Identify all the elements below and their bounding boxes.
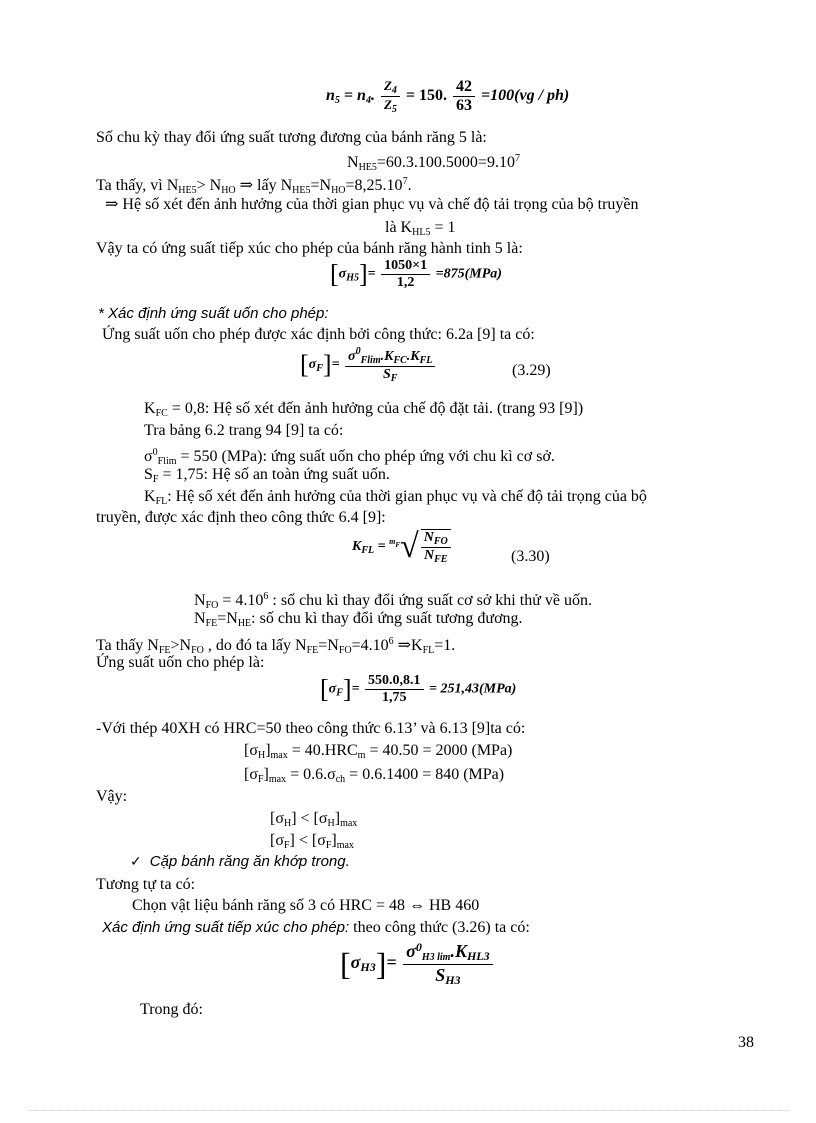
fraction-z: $\frac{Z_4}{Z_5}$ [381,78,400,115]
fraction-kfl: $\frac{N_{FO}}{N_{FE}}$ [421,529,451,565]
fraction-42-63: $\frac{42}{63}$ [453,78,475,115]
text-line-2: $N_{HE5}=60.3.100.5000=9.10^7$ [347,153,520,173]
text-line-8: Ứng suất uốn cho phép được xác định bởi công thức: 6.2a [9] ta có: [102,326,535,343]
text-line-11: $\sigma^0_{Flim} = 550$ (MPa): ứng suất uốn cho phép ứng với chu kì cơ sở. [144,447,555,467]
equation-sigma-h3: $[\sigma_{H3}]=$ $\frac{\sigma^0_{H3 lim}.K_{HL3}}{S_{H3}}$ [340,940,495,988]
footer-divider [28,1110,788,1111]
text-line-25: ✓ Cặp bánh răng ăn khớp trong. [130,853,350,870]
text-line-12: $S_F = 1,75$: Hệ số an toàn ứng suất uốn. [144,466,390,485]
text-line-13: $K_{FL}$: Hệ số xét đến ảnh hưởng của thời gian phục vụ và chế độ tải trọng của bộ [144,488,647,507]
equation-sigma-f: $[\sigma_F]=$ $\frac{\sigma^0_{Flim}.K_{FC}.K_{FL}}{S_F}$ [300,346,437,384]
text-line-15: $N_{FO} = 4.10^6$ : số chu kì thay đổi ứng suất cơ sở khi thử về uốn. [194,591,592,611]
text-line-20: $[\sigma_H]_{max} = 40.HRC_m = 40.50 = 2000$ (MPa) [244,742,513,761]
text-line-26: Tương tự ta có: [96,876,196,893]
text-line-18: Ứng suất uốn cho phép là: [96,654,265,671]
text-line-23: $[\sigma_H] < [\sigma_H]_{max}$ [270,810,358,829]
text-line-16: $N_{FE}=N_{HE}$: số chu kì thay đổi ứng suất tương đương. [194,610,523,629]
check-icon: ✓ [130,854,142,870]
text-line-3: Ta thấy, vì $N_{HE5}> N_{HO}$ ⇒ lấy $N_{HE5}=N_{HO}=8,25.10^7$. [96,176,412,196]
section-heading-bending-stress: * Xác định ứng suất uốn cho phép: [98,305,329,322]
text-line-28: Xác định ứng suất tiếp xúc cho phép: theo công thức (3.26) ta có: [102,919,530,936]
fraction-sh5: $\frac{1050\times 1}{1,2}$ [381,258,430,291]
text-line-9: $K_{FC} = 0,8$: Hệ số xét đến ảnh hưởng của chế độ đặt tải. (trang 93 [9]) [144,400,584,419]
text-line-4: ⇒ Hệ số xét đến ảnh hưởng của thời gian phục vụ và chế độ tải trọng của bộ truyền [105,196,639,213]
fraction-sf2: $\frac{550.0,8.1}{1,75}$ [365,673,424,706]
equation-n5: $n_5 = n_4$. $\frac{Z_4}{Z_5}$ = 150. $\frac{42}{63}$ =100(vg / ph) [326,78,570,115]
text-line-14: truyền, được xác định theo công thức 6.4 [9]: [96,509,386,526]
equation-sigma-f-value: $[\sigma_F]=$ $\frac{550.0,8.1}{1,75}$ = 251,43(MPa) [320,673,517,705]
text-line-27: Chọn vật liệu bánh răng số 3 có HRC = 48 ⇔ HB 460 [132,897,480,914]
text-line-21: $[\sigma_F]_{max} = 0.6.\sigma_{ch} = 0.6.1400 = 840$ (MPa) [244,766,505,785]
text-line-29: Trong đó: [140,1001,203,1018]
equation-number-3-29: (3.29) [512,362,551,379]
fraction-sh3: $\frac{\sigma^0_{H3 lim}.K_{HL3}}{S_{H3}}$ [403,940,493,988]
page-number: 38 [738,1034,754,1051]
text-line-24: $[\sigma_F] < [\sigma_F]_{max}$ [270,832,354,851]
fraction-sigma-f: $\frac{\sigma^0_{Flim}.K_{FC}.K_{FL}}{S_F}$ [345,346,435,384]
text-line-10: Tra bảng 6.2 trang 94 [9] ta có: [144,422,344,439]
equation-kfl: $K_{FL} = ^{m_F}√$ $\frac{N_{FO}}{N_{FE}}$ [352,528,453,566]
text-line-6: Vậy ta có ứng suất tiếp xúc cho phép của bánh răng hành tinh 5 là: [96,240,523,257]
equation-number-3-30: (3.30) [511,548,550,565]
text-line-17: Ta thấy $N_{FE}>N_{FO}$ , do đó ta lấy $N_{FE}=N_{FO}=4.10^6$ $\Rightarrow K_{FL}=1$. [96,636,456,656]
text-line-5: là $K_{HL5} = 1$ [385,219,456,238]
text-line-22: Vậy: [96,788,128,805]
text-line-19: -Với thép 40XH có HRC=50 theo công thức 6.13’ và 6.13 [9]ta có: [96,720,526,737]
equation-sigma-h5: $[\sigma_{H5}]=$ $\frac{1050\times 1}{1,2}$ =875(MPa) [330,258,502,290]
text-line-1: Số chu kỳ thay đổi ứng suất tương đương của bánh răng 5 là: [96,129,487,146]
